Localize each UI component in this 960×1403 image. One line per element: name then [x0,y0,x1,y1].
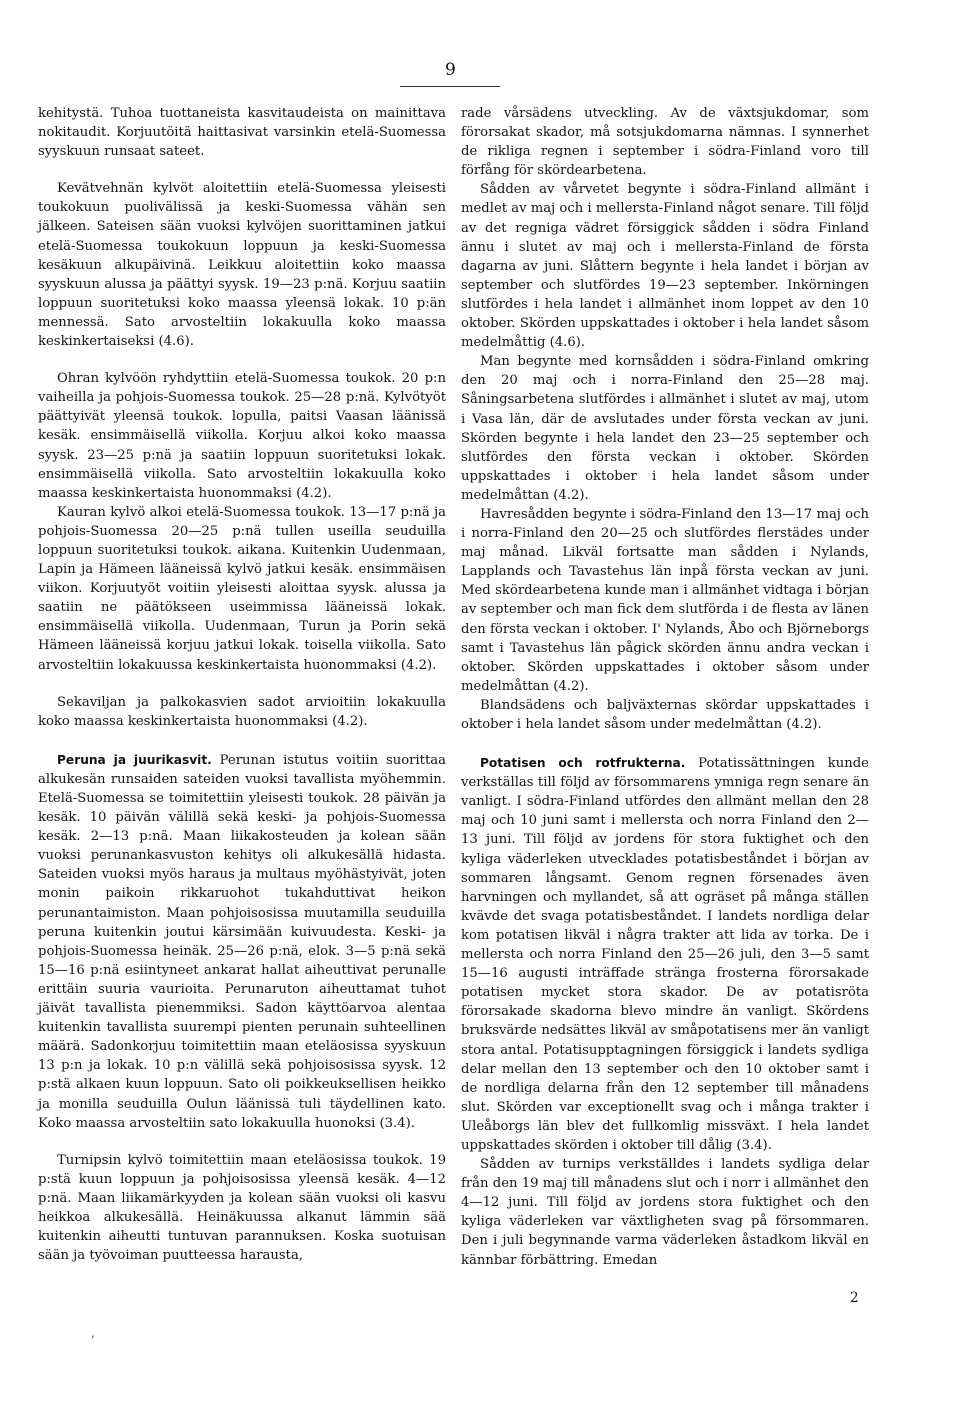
section-heading-peruna: Peruna ja juurikasvit. [57,752,212,767]
paragraph-turnips-sv: Sådden av turnips verkställdes i landets sydliga delar från den 19 maj till månadens slut och i norr i allmänhet den 4—12 juni. Till följd av jordens stora fuktighet och den kyliga väderleken var växtligheten svag på försommaren. Den i juli begynnande varma väderleken åstadkom likväl en kännbar förbättring. Emedan [461,1157,869,1268]
paragraph-havre: Havresådden begynte i södra-Finland den 13—17 maj och i norra-Finland den 20—25 och slutfördes flerstädes under maj månad. Likväl fortsatte man sådden i Nylands, Lapplands och Tavastehus län inpå första veckan av juni. Med skördearbetena kunde man i allmänhet vidtaga i början av september och man fick dem slutförda i de flesta av länen den första veckan i oktober. I' Nylands, Åbo och Björneborgs samt i Tavastehus län pågick skörden ännu andra veckan i oktober. Skörden uppskattades i oktober såsom under medelmåttan (4.2). [461,506,869,694]
paragraph-kaura: Kauran kylvö alkoi etelä-Suomessa toukok. 13—17 p:nä ja pohjois-Suomessa 20—25 p:nä tullen useilla seuduilla loppuun suoritetuksi toukok. aikana. Kuitenkin Uudenmaan, Lapin ja Hämeen lääneissä kylvö jatkui kesäk. ensimmäisen viikon. Korjuutyöt voitiin yleisesti aloittaa syysk. alussa ja saatiin ne päätökseen useimmissa lääneissä lokak. ensimmäisellä viikolla. Uudenmaan, Turun ja Porin sekä Hämeen lääneissä korjuu jatkui lokak. toisella viikolla. Sato arvosteltiin lokakuussa keskinkertaista huonommaksi (4.2). [38,504,446,673]
paragraph-blandsad: Blandsädens och baljväxternas skördar uppskattades i oktober i hela landet såsom under medelmåttan (4.2). [461,697,869,732]
paragraph-peruna [38,751,446,1133]
stray-mark: , [91,1326,95,1340]
paragraph-turnips: Turnipsin kylvö toimitettiin maan eteläosissa toukok. 19 p:stä kuun loppuun ja pohjoisosissa yleensä kesäk. 4—12 p:nä. Maan liikamärkyyden ja kolean sään vuoksi oli kasvu heikkoa alkukesällä. Heinäkuussa alkanut lämmin sää kuitenkin aiheutti tuntuvan parannuksen. Koska suotuisan sään ja työvoiman puutteessa harausta, [38,1152,446,1264]
signature-mark: 2 [850,1290,859,1306]
paragraph-continuation-sv: rade vårsädens utveckling. Av de växtsjukdomar, som förorsakat skador, må sotsjukdomarna nämnas. I synnerhet de rikliga regnen i september i södra-Finland voro till förfång för skördearbetena. [461,106,869,179]
paragraph-potatis-body: Potatissättningen kunde verkställas till följd av försommarens ymniga regn senare än vanligt. I södra-Finland utfördes den allmänt mellan den 28 maj och 10 juni samt i mellersta och norra Finland den 2—13 juni. Till följd av jordens för stora fuktighet och den kyliga väderleken utvecklades potatisbeståndet i början av sommaren långsamt. Genom regnen försenades även harvningen och myllandet, så att ogräset på många ställen kvävde det svaga potatisbeståndet. I landets nordliga delar kom potatisen likväl i några trakter att lida av torka. De i mellersta och norra Finland den 25—26 juli, den 3—5 samt 15—16 augusti inträffade stränga frosterna förorsakade potatisen mycket stora skador. De av potatisröta förorsakade skadorna blevo mindre än vanligt. Skördens bruksvärde nedsättes likväl av småpotatisens mer än vanligt stora antal. Potatisupptagningen försiggick i landets sydliga delar mellan den 13 september och den 10 oktober samt i de nordliga delarna från den 12 september till månadens slut. Skörden var exceptionellt svag och i många trakter i Uleåborgs län blev det fullkomlig missväxt. I hela landet uppskattades skörden i oktober till dålig (3.4). [461,756,869,1153]
paragraph-sekavilja: Sekaviljan ja palkokasvien sadot arvioitiin lokakuulla koko maassa keskinkertaista huonommaksi (4.2). [38,694,446,729]
paragraph-kevatvehna: Kevätvehnän kylvöt aloitettiin etelä-Suomessa yleisesti toukokuun puolivälissä ja keski-Suomessa vähän sen jälkeen. Sateisen sään vuoksi kylvöjen suorittaminen jatkui etelä-Suomessa toukokuun loppuun ja keski-Suomessa kesäkuun alkupäivinä. Leikkuu aloitettiin koko maassa syyskuun alussa ja päättyi syysk. 19—23 p:nä. Korjuu saatiin loppuun suoritetuksi koko maassa yleensä lokak. 10 p:än mennessä. Sato arvosteltiin lokakuulla koko maassa keskinkertaiseksi (4.6). [38,181,446,350]
paragraph-continuation: kehitystä. Tuhoa tuottaneista kasvitaudeista on mainittava nokitaudit. Korjuutöitä haittasivat varsinkin etelä-Suomessa syyskuun runsaat sateet. [38,106,446,160]
paragraph-ohra: Ohran kylvöön ryhdyttiin etelä-Suomessa toukok. 20 p:n vaiheilla ja pohjois-Suomessa toukok. 25—28 p:nä. Kylvötyöt päättyivät yleensä toukok. lopulla, paitsi Vaasan läänissä kesäk. ensimmäisellä viikolla. Korjuu alkoi koko maassa syysk. 23—25 p:nä ja saatiin loppuun suoritetuksi lokak. ensimmäisellä viikolla. Sato arvosteltiin lokakuulla koko maassa keskinkertaista huonommaksi (4.2). [38,371,446,501]
left-column [38,104,446,1265]
right-column [461,104,869,1270]
paragraph-korn: Man begynte med kornsådden i södra-Finland omkring den 20 maj och i norra-Finland den 25—28 maj. Såningsarbetena slutfördes i allmänhet i slutet av maj, utom i Vasa län, där de avslutades under första veckan av juni. Skörden begynte i hela landet den 23—25 september och slutfördes den första veckan i oktober. Skörden uppskattades i oktober i hela landet såsom under medelmåttan (4.2). [461,354,869,503]
section-heading-potatis: Potatisen och rotfrukterna. [480,756,686,771]
paragraph-potatis [461,754,869,1155]
page-number: 9 [445,60,456,80]
paragraph-peruna-body: Perunan istutus voitiin suorittaa alkukesän runsaiden sateiden vuoksi tavallista myöhemmin. Etelä-Suomessa se toimitettiin yleisesti toukok. 28 päivän ja kesäk. 10 päivän välillä sekä keski- ja pohjois-Suomessa kesäk. 2—13 p:nä. Maan liikakosteuden ja kolean sään vuoksi perunankasvuston kehitys oli alkukesällä hidasta. Sateiden vuoksi myös haraus ja multaus myöhästyivät, joten monin paikoin rikkaruohot tukahduttivat heikon perunantaimiston. Maan pohjoisosissa muutamilla seuduilla peruna kuitenkin joutui kärsimään kuivuudesta. Keski- ja pohjois-Suomessa heinäk. 25—26 p:nä, elok. 3—5 p:nä sekä 15—16 p:nä esiintyneet ankarat hallat aiheuttivat perunalle erittäin suuria vaurioita. Perunaruton aiheuttamat tuhot jäivät tavallista pienemmiksi. Sadon käyttöarvoa alentaa kuitenkin tavallista suurempi pienten perunain suhteellinen määrä. Sadonkorjuu toimitettiin maan eteläosissa syyskuun 13 p:n ja lokak. 10 p:n välillä sekä pohjoisosissa syysk. 12 p:stä alkaen kuun loppuun. Sato oli poikkeuksellisen heikko ja monilla seuduilla Oulun läänissä tuli täydellinen kato. Koko maassa arvosteltiin sato lokakuulla huonoksi (3.4). [38,752,446,1131]
header-rule [400,86,500,87]
paragraph-varvete: Sådden av vårvetet begynte i södra-Finland allmänt i medlet av maj och i mellersta-Finland något senare. Till följd av det regniga vädret försiggick sådden i södra Finland ännu i slutet av maj och i mellersta-Finland de första dagarna av juni. Slåttern begynte i hela landet i början av september och slutfördes 19—23 september. Inkörningen slutfördes i hela landet i allmänhet inom loppet av den 10 oktober. Skörden uppskattades i oktober i hela landet såsom medelmåttig (4.6). [461,182,870,351]
